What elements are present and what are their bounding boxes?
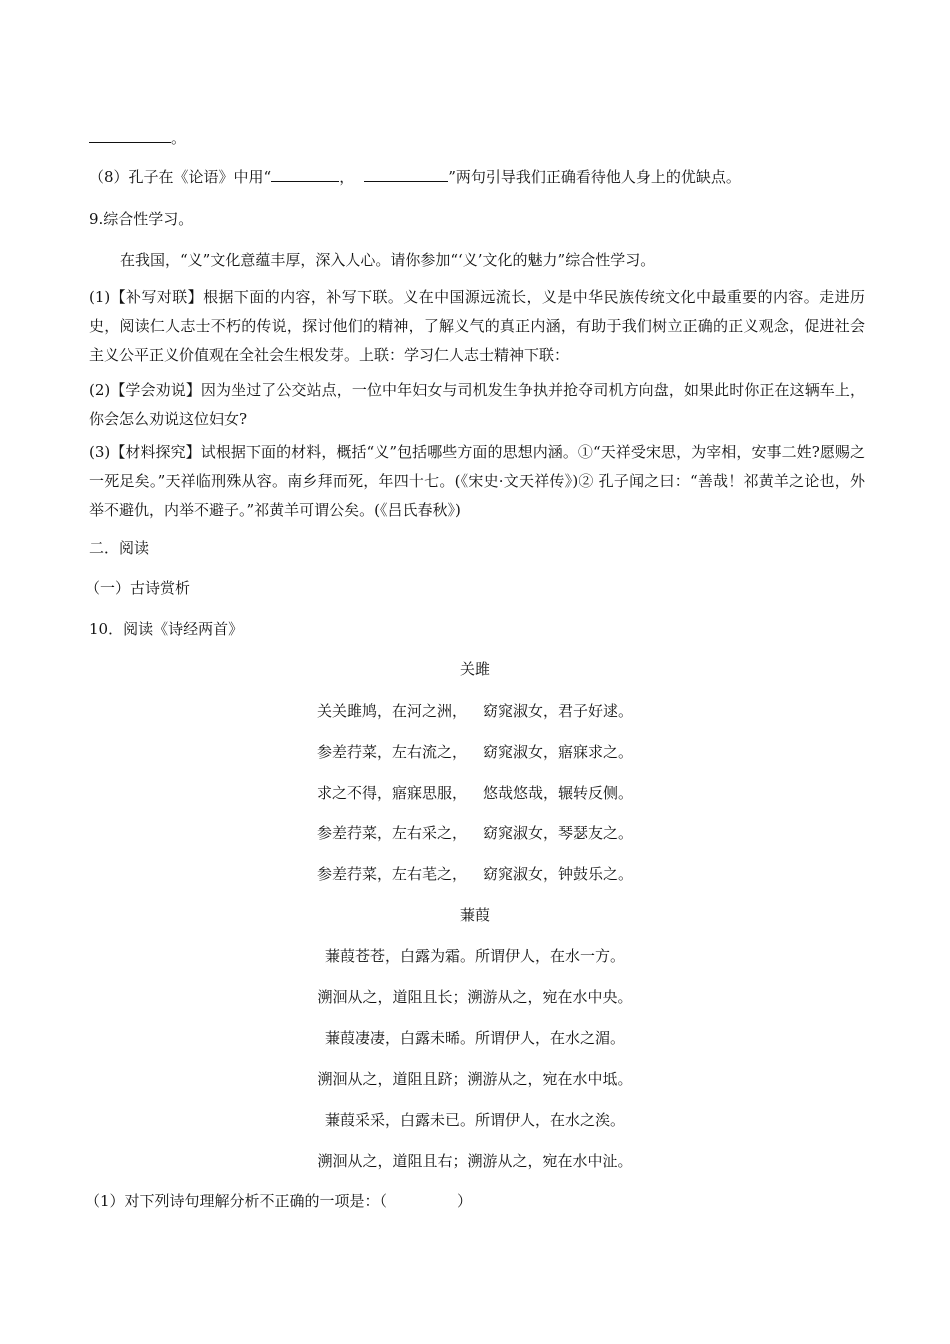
q7-end: 。 bbox=[171, 129, 187, 147]
poem-half-line: 悠哉悠哉，辗转反侧。 bbox=[483, 784, 634, 802]
poem-half-line: 窈窕淑女，君子好逑。 bbox=[483, 702, 634, 720]
poem-half-line: 关关雎鸠，在河之洲， bbox=[316, 702, 467, 720]
section-heading: 二．阅读 bbox=[89, 539, 150, 557]
poem-half-line: 求之不得，寤寐思服， bbox=[316, 784, 467, 802]
poem-half-line: 参差荇菜，左右芼之， bbox=[316, 865, 467, 883]
poem-half-line: 窈窕淑女，琴瑟友之。 bbox=[483, 824, 634, 842]
question-8 bbox=[89, 166, 741, 188]
question-10-1 bbox=[85, 1190, 472, 1212]
question-9-title: 9.综合性学习。 bbox=[89, 210, 194, 228]
subsection-heading: （一）古诗赏析 bbox=[85, 579, 191, 597]
q8-sep: ， bbox=[339, 168, 355, 186]
q10-1-prefix: （1）对下列诗句理解分析不正确的一项是：（ bbox=[85, 1192, 388, 1210]
question-9-intro: 在我国，“义”文化意蕴丰厚，深入人心。请你参加“‘义’文化的魅力”综合性学习。 bbox=[120, 251, 656, 269]
poem-title-jianjia: 蒹葭 bbox=[459, 906, 490, 924]
q10-1-suffix: ） bbox=[457, 1192, 473, 1210]
poem-half-line: 参差荇菜，左右采之， bbox=[316, 824, 467, 842]
poem-line bbox=[0, 700, 950, 722]
q7-answer-line bbox=[89, 127, 186, 149]
poem-line bbox=[0, 863, 950, 885]
answer-blank[interactable] bbox=[89, 128, 171, 143]
poem-line: 蒹葭苍苍，白露为霜。所谓伊人，在水一方。 bbox=[324, 947, 625, 965]
poem-title-guanju: 关雎 bbox=[459, 660, 490, 678]
question-9-part-2: (2)【学会劝说】因为坐过了公交站点，一位中年妇女与司机发生争执并抢夺司机方向盘，如果此时你正在这辆车上，你会怎么劝说这位妇女? bbox=[89, 381, 865, 428]
poem-half-line: 窈窕淑女，钟鼓乐之。 bbox=[483, 865, 634, 883]
answer-blank-1[interactable] bbox=[271, 167, 339, 182]
poem-line bbox=[0, 822, 950, 844]
poem-line: 溯洄从之，道阻且跻；溯游从之，宛在水中坻。 bbox=[317, 1070, 633, 1088]
poem-line bbox=[0, 741, 950, 763]
question-10-title: 10．阅读《诗经两首》 bbox=[89, 620, 244, 638]
poem-line: 溯洄从之，道阻且右；溯游从之，宛在水中沚。 bbox=[317, 1152, 633, 1170]
poem-line: 蒹葭凄凄，白露未晞。所谓伊人，在水之湄。 bbox=[324, 1029, 625, 1047]
q8-prefix: （8）孔子在《论语》中用“ bbox=[89, 168, 272, 186]
poem-half-line: 窈窕淑女，寤寐求之。 bbox=[483, 743, 634, 761]
poem-line: 蒹葭采采，白露未已。所谓伊人，在水之涘。 bbox=[324, 1111, 625, 1129]
poem-line: 溯洄从之，道阻且长；溯游从之，宛在水中央。 bbox=[317, 988, 633, 1006]
q8-suffix: ”两句引导我们正确看待他人身上的优缺点。 bbox=[448, 168, 741, 186]
poem-line bbox=[0, 782, 950, 804]
question-9-part-1: (1)【补写对联】根据下面的内容，补写下联。义在中国源远流长，义是中华民族传统文化中最重要的内容。走进历史，阅读仁人志士不朽的传说，探讨他们的精神，了解义气的真正内涵，有助于我们树立正确的正义观念，促进社会主义公平正义价值观在全社会生根发芽。上联：学习仁人志士精神下联： bbox=[89, 288, 865, 364]
poem-half-line: 参差荇菜，左右流之， bbox=[316, 743, 467, 761]
answer-blank-2[interactable] bbox=[364, 167, 448, 182]
question-9-part-3: (3)【材料探究】试根据下面的材料，概括“义”包括哪些方面的思想内涵。①“天祥受宋思，为宰相，安事二姓?愿赐之一死足矣。”天祥临刑殊从容。南乡拜而死，年四十七。(《宋史·文天祥传》)② 孔子闻之曰：“善哉！祁黄羊之论也，外举不避仇，内举不避子。”祁黄羊可谓公矣。(《吕氏春秋》) bbox=[89, 443, 865, 519]
